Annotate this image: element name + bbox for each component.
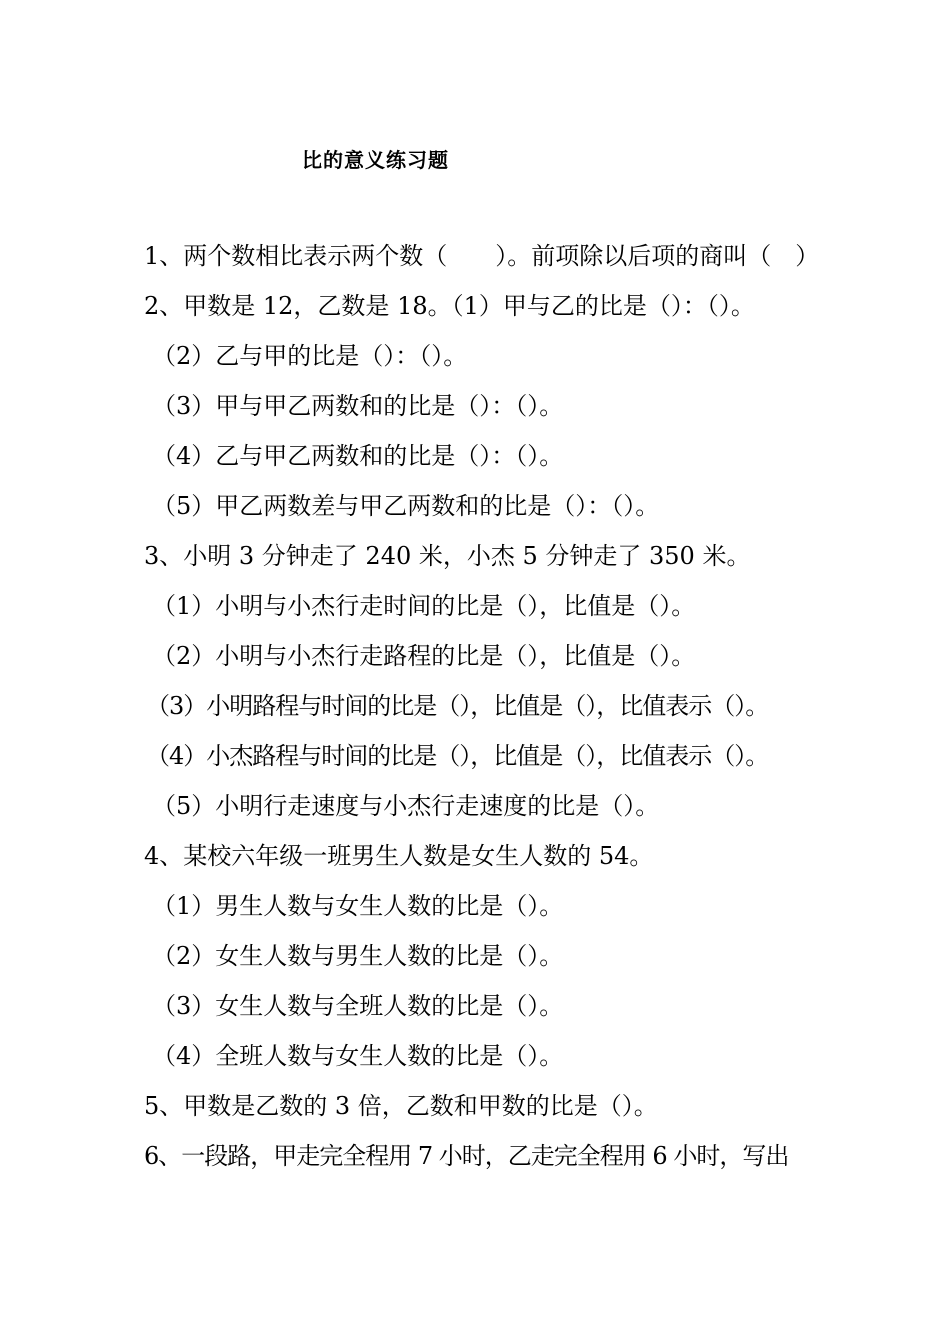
question-4-part-3: （3）女生人数与全班人数的比是（）。 bbox=[152, 992, 564, 1020]
question-2: 2、甲数是 12，乙数是 18。（1）甲与乙的比是（）：（）。 bbox=[144, 292, 755, 320]
question-1: 1、两个数相比表示两个数（ ）。前项除以后项的商叫（ ） bbox=[144, 242, 820, 270]
question-2-part-4: （4）乙与甲乙两数和的比是（）：（）。 bbox=[152, 442, 564, 470]
question-3: 3、小明 3 分钟走了 240 米，小杰 5 分钟走了 350 米。 bbox=[144, 542, 751, 570]
question-3-part-3: （3）小明路程与时间的比是（），比值是（），比值表示（）。 bbox=[146, 692, 769, 720]
question-5: 5、甲数是乙数的 3 倍，乙数和甲数的比是（）。 bbox=[144, 1092, 658, 1120]
question-2-part-3: （3）甲与甲乙两数和的比是（）：（）。 bbox=[152, 392, 564, 420]
question-4-part-4: （4）全班人数与女生人数的比是（）。 bbox=[152, 1042, 564, 1070]
question-6: 6、一段路，甲走完全程用 7 小时，乙走完全程用 6 小时，写出 bbox=[144, 1142, 789, 1170]
question-2-part-5: （5）甲乙两数差与甲乙两数和的比是（）：（）。 bbox=[152, 492, 660, 520]
question-3-part-1: （1）小明与小杰行走时间的比是（），比值是（）。 bbox=[152, 592, 696, 620]
question-4: 4、某校六年级一班男生人数是女生人数的 54。 bbox=[144, 842, 654, 870]
question-3-part-4: （4）小杰路程与时间的比是（），比值是（），比值表示（）。 bbox=[146, 742, 769, 770]
question-3-part-5: （5）小明行走速度与小杰行走速度的比是（）。 bbox=[152, 792, 660, 820]
question-2-part-2: （2）乙与甲的比是（）：（）。 bbox=[152, 342, 468, 370]
question-4-part-1: （1）男生人数与女生人数的比是（）。 bbox=[152, 892, 564, 920]
question-3-part-2: （2）小明与小杰行走路程的比是（），比值是（）。 bbox=[152, 642, 696, 670]
question-4-part-2: （2）女生人数与男生人数的比是（）。 bbox=[152, 942, 564, 970]
page-title: 比的意义练习题 bbox=[302, 148, 449, 172]
